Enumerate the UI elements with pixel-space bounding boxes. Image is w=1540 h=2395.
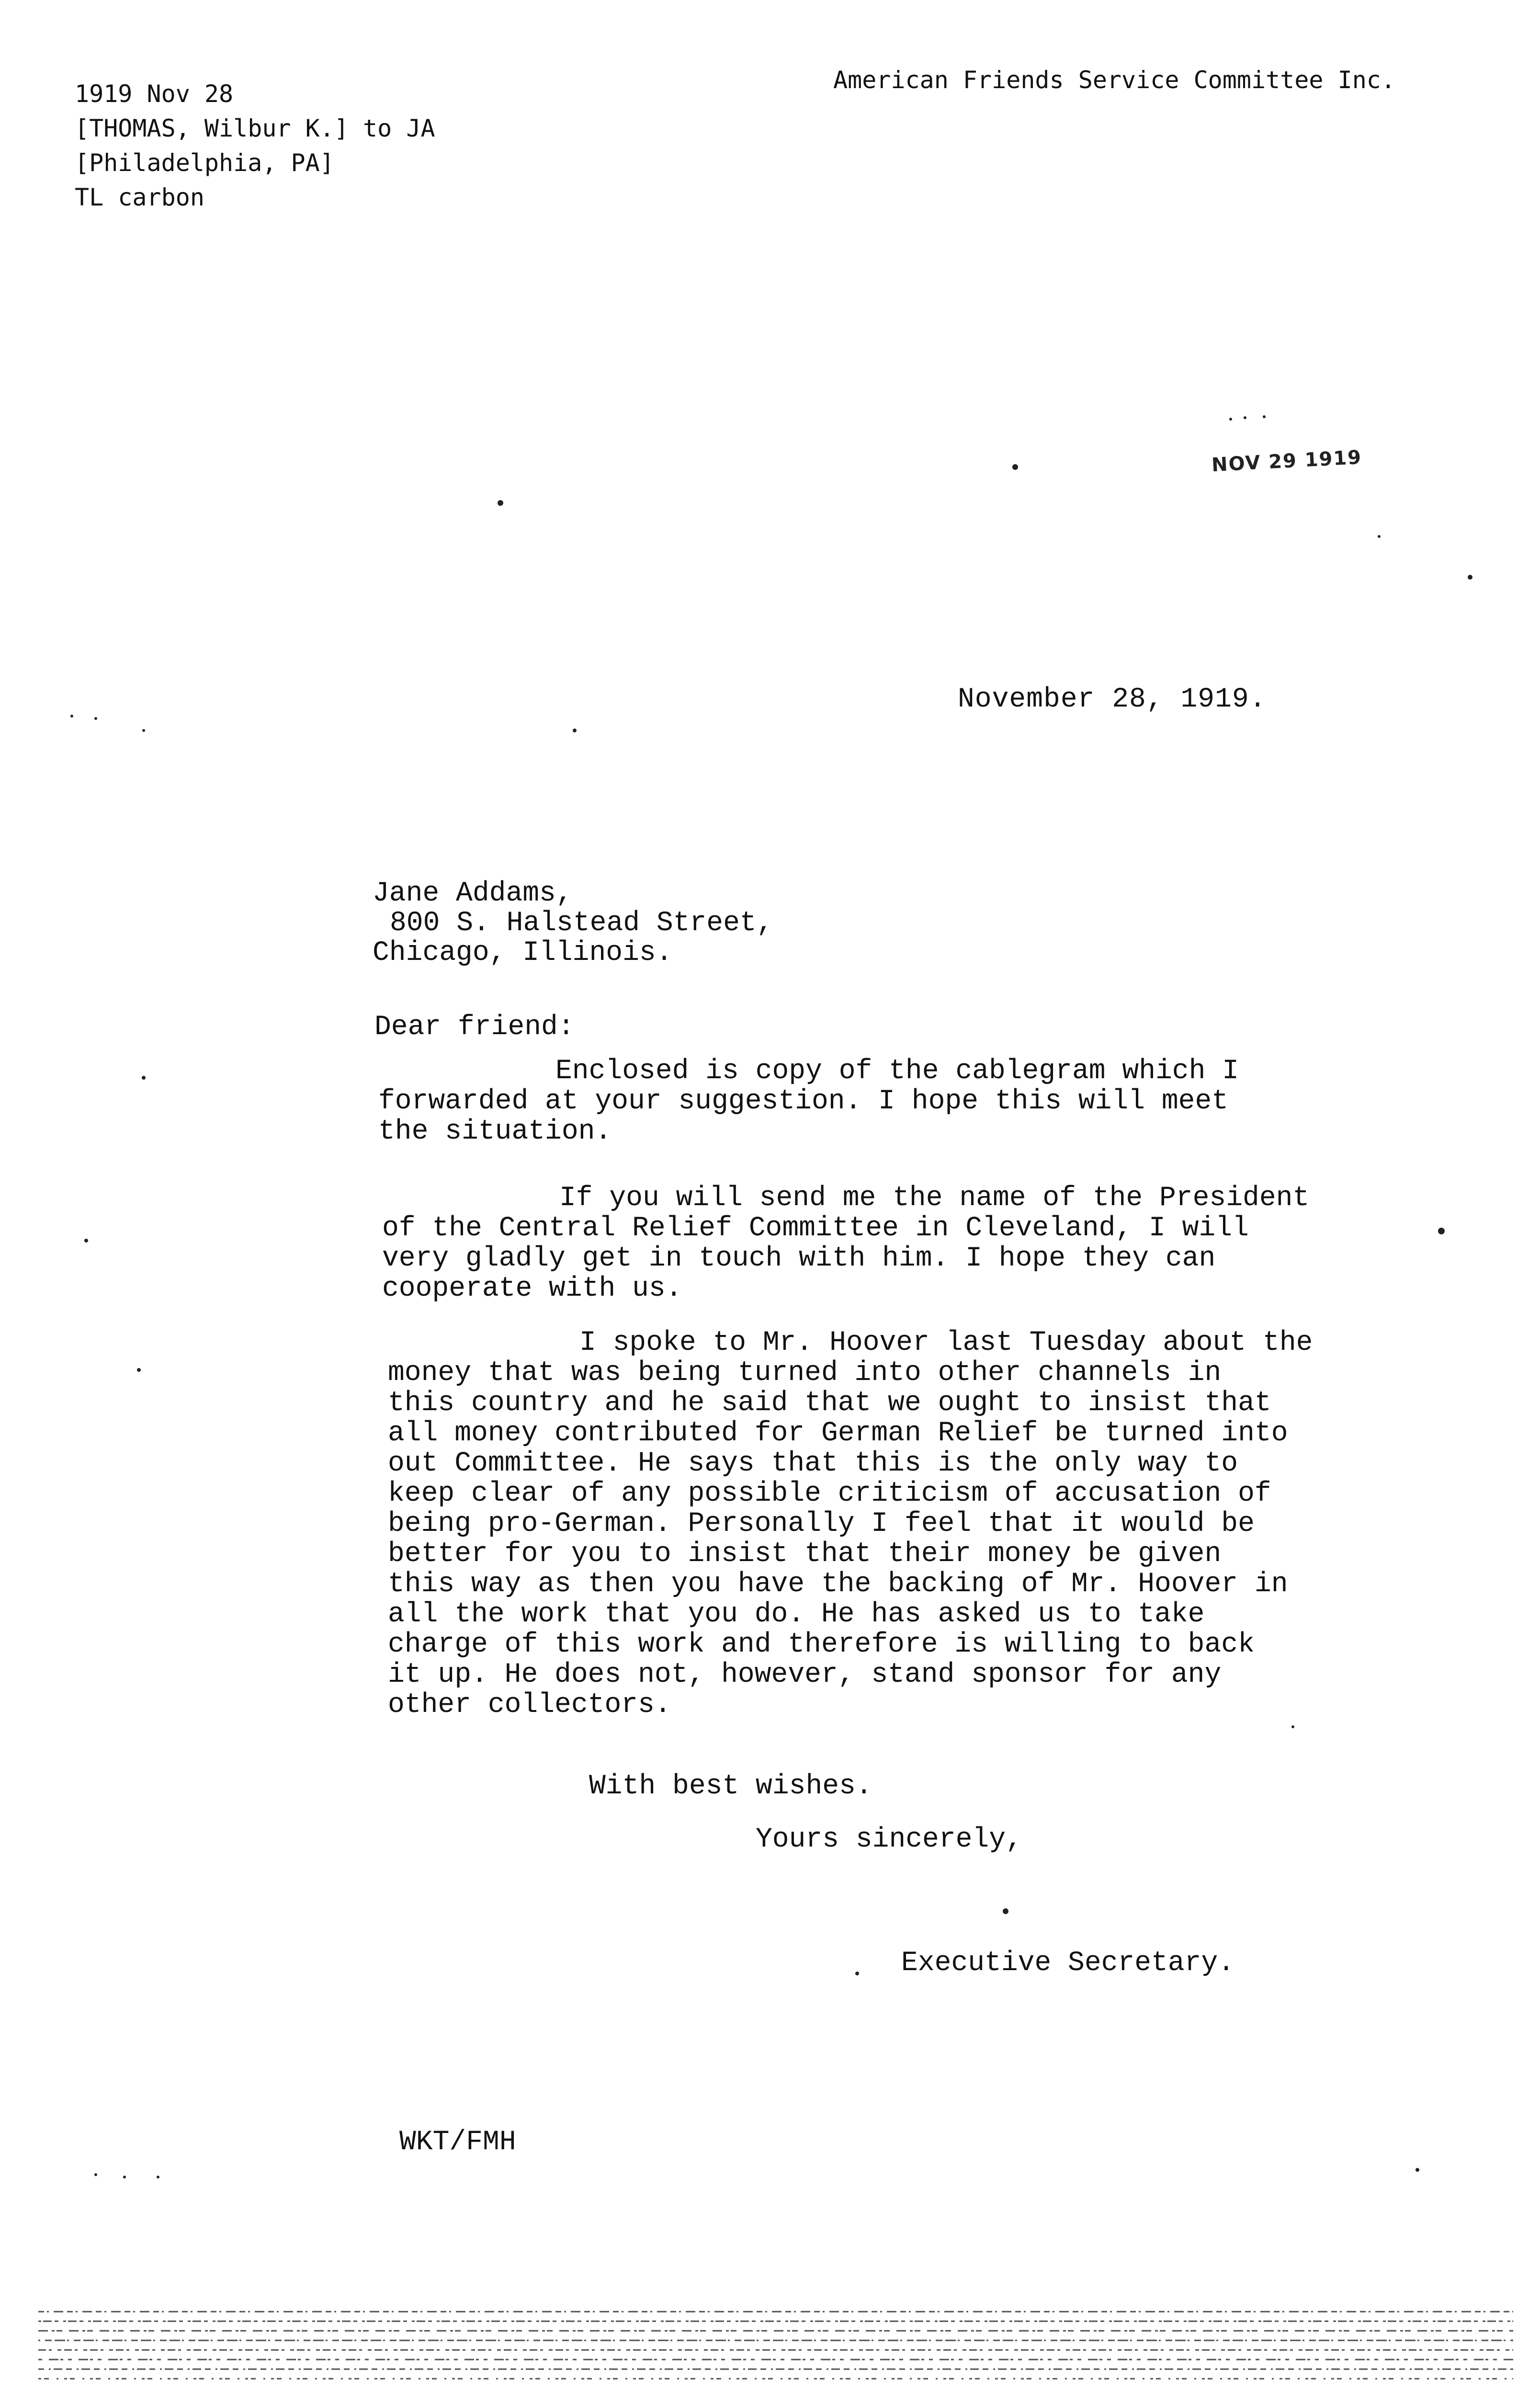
archive-format: TL carbon bbox=[75, 183, 204, 211]
paragraph-line: other collectors. bbox=[388, 1689, 671, 1721]
recipient-street: 800 S. Halstead Street, bbox=[390, 908, 773, 939]
received-stamp: NOV 29 1919 bbox=[1211, 446, 1363, 477]
paragraph-line: Enclosed is copy of the cablegram which I bbox=[555, 1056, 1239, 1087]
reference-initials: WKT/FMH bbox=[399, 2127, 516, 2158]
paragraph-line: out Committee. He says that this is the only way to bbox=[388, 1448, 1238, 1479]
salutation: Dear friend: bbox=[374, 1012, 575, 1043]
paragraph-line: forwarded at your suggestion. I hope this will meet bbox=[378, 1086, 1229, 1117]
paragraph-line: of the Central Relief Committee in Cleveland, I will bbox=[382, 1213, 1249, 1244]
paragraph-line: I spoke to Mr. Hoover last Tuesday about the bbox=[579, 1327, 1313, 1358]
paragraph-line: this way as then you have the backing of Mr. Hoover in bbox=[388, 1569, 1288, 1600]
paragraph-line: If you will send me the name of the President bbox=[559, 1183, 1310, 1214]
paragraph-line: very gladly get in touch with him. I hope they can bbox=[382, 1243, 1216, 1274]
paragraph-line: keep clear of any possible criticism of accusation of bbox=[388, 1478, 1271, 1509]
paragraph-line: it up. He does not, however, stand sponsor for any bbox=[388, 1659, 1222, 1690]
paragraph-line: all the work that you do. He has asked us to take bbox=[388, 1599, 1205, 1630]
signature-title: Executive Secretary. bbox=[901, 1948, 1235, 1979]
paragraph-line: the situation. bbox=[378, 1116, 612, 1147]
paragraph-line: charge of this work and therefore is willing to back bbox=[388, 1629, 1255, 1660]
signoff: Yours sincerely, bbox=[756, 1824, 1022, 1855]
archive-correspondents: [THOMAS, Wilbur K.] to JA bbox=[75, 114, 435, 142]
paragraph-line: this country and he said that we ought to insist that bbox=[388, 1388, 1271, 1419]
paragraph-line: money that was being turned into other channels in bbox=[388, 1357, 1222, 1389]
letter-date: November 28, 1919. bbox=[958, 684, 1267, 715]
recipient-city: Chicago, Illinois. bbox=[373, 937, 673, 969]
paragraph-line: cooperate with us. bbox=[382, 1273, 682, 1304]
scan-noise-band bbox=[34, 2293, 1523, 2389]
paragraph-line: being pro-German. Personally I feel that it would be bbox=[388, 1508, 1255, 1540]
closing-line: With best wishes. bbox=[589, 1771, 872, 1802]
paragraph-line: better for you to insist that their money be given bbox=[388, 1539, 1222, 1570]
archive-date: 1919 Nov 28 bbox=[75, 80, 234, 108]
recipient-name: Jane Addams, bbox=[373, 878, 573, 909]
paragraph-line: all money contributed for German Relief be turned into bbox=[388, 1418, 1288, 1449]
archive-place: [Philadelphia, PA] bbox=[75, 149, 334, 177]
organization-name: American Friends Service Committee Inc. bbox=[833, 66, 1395, 94]
